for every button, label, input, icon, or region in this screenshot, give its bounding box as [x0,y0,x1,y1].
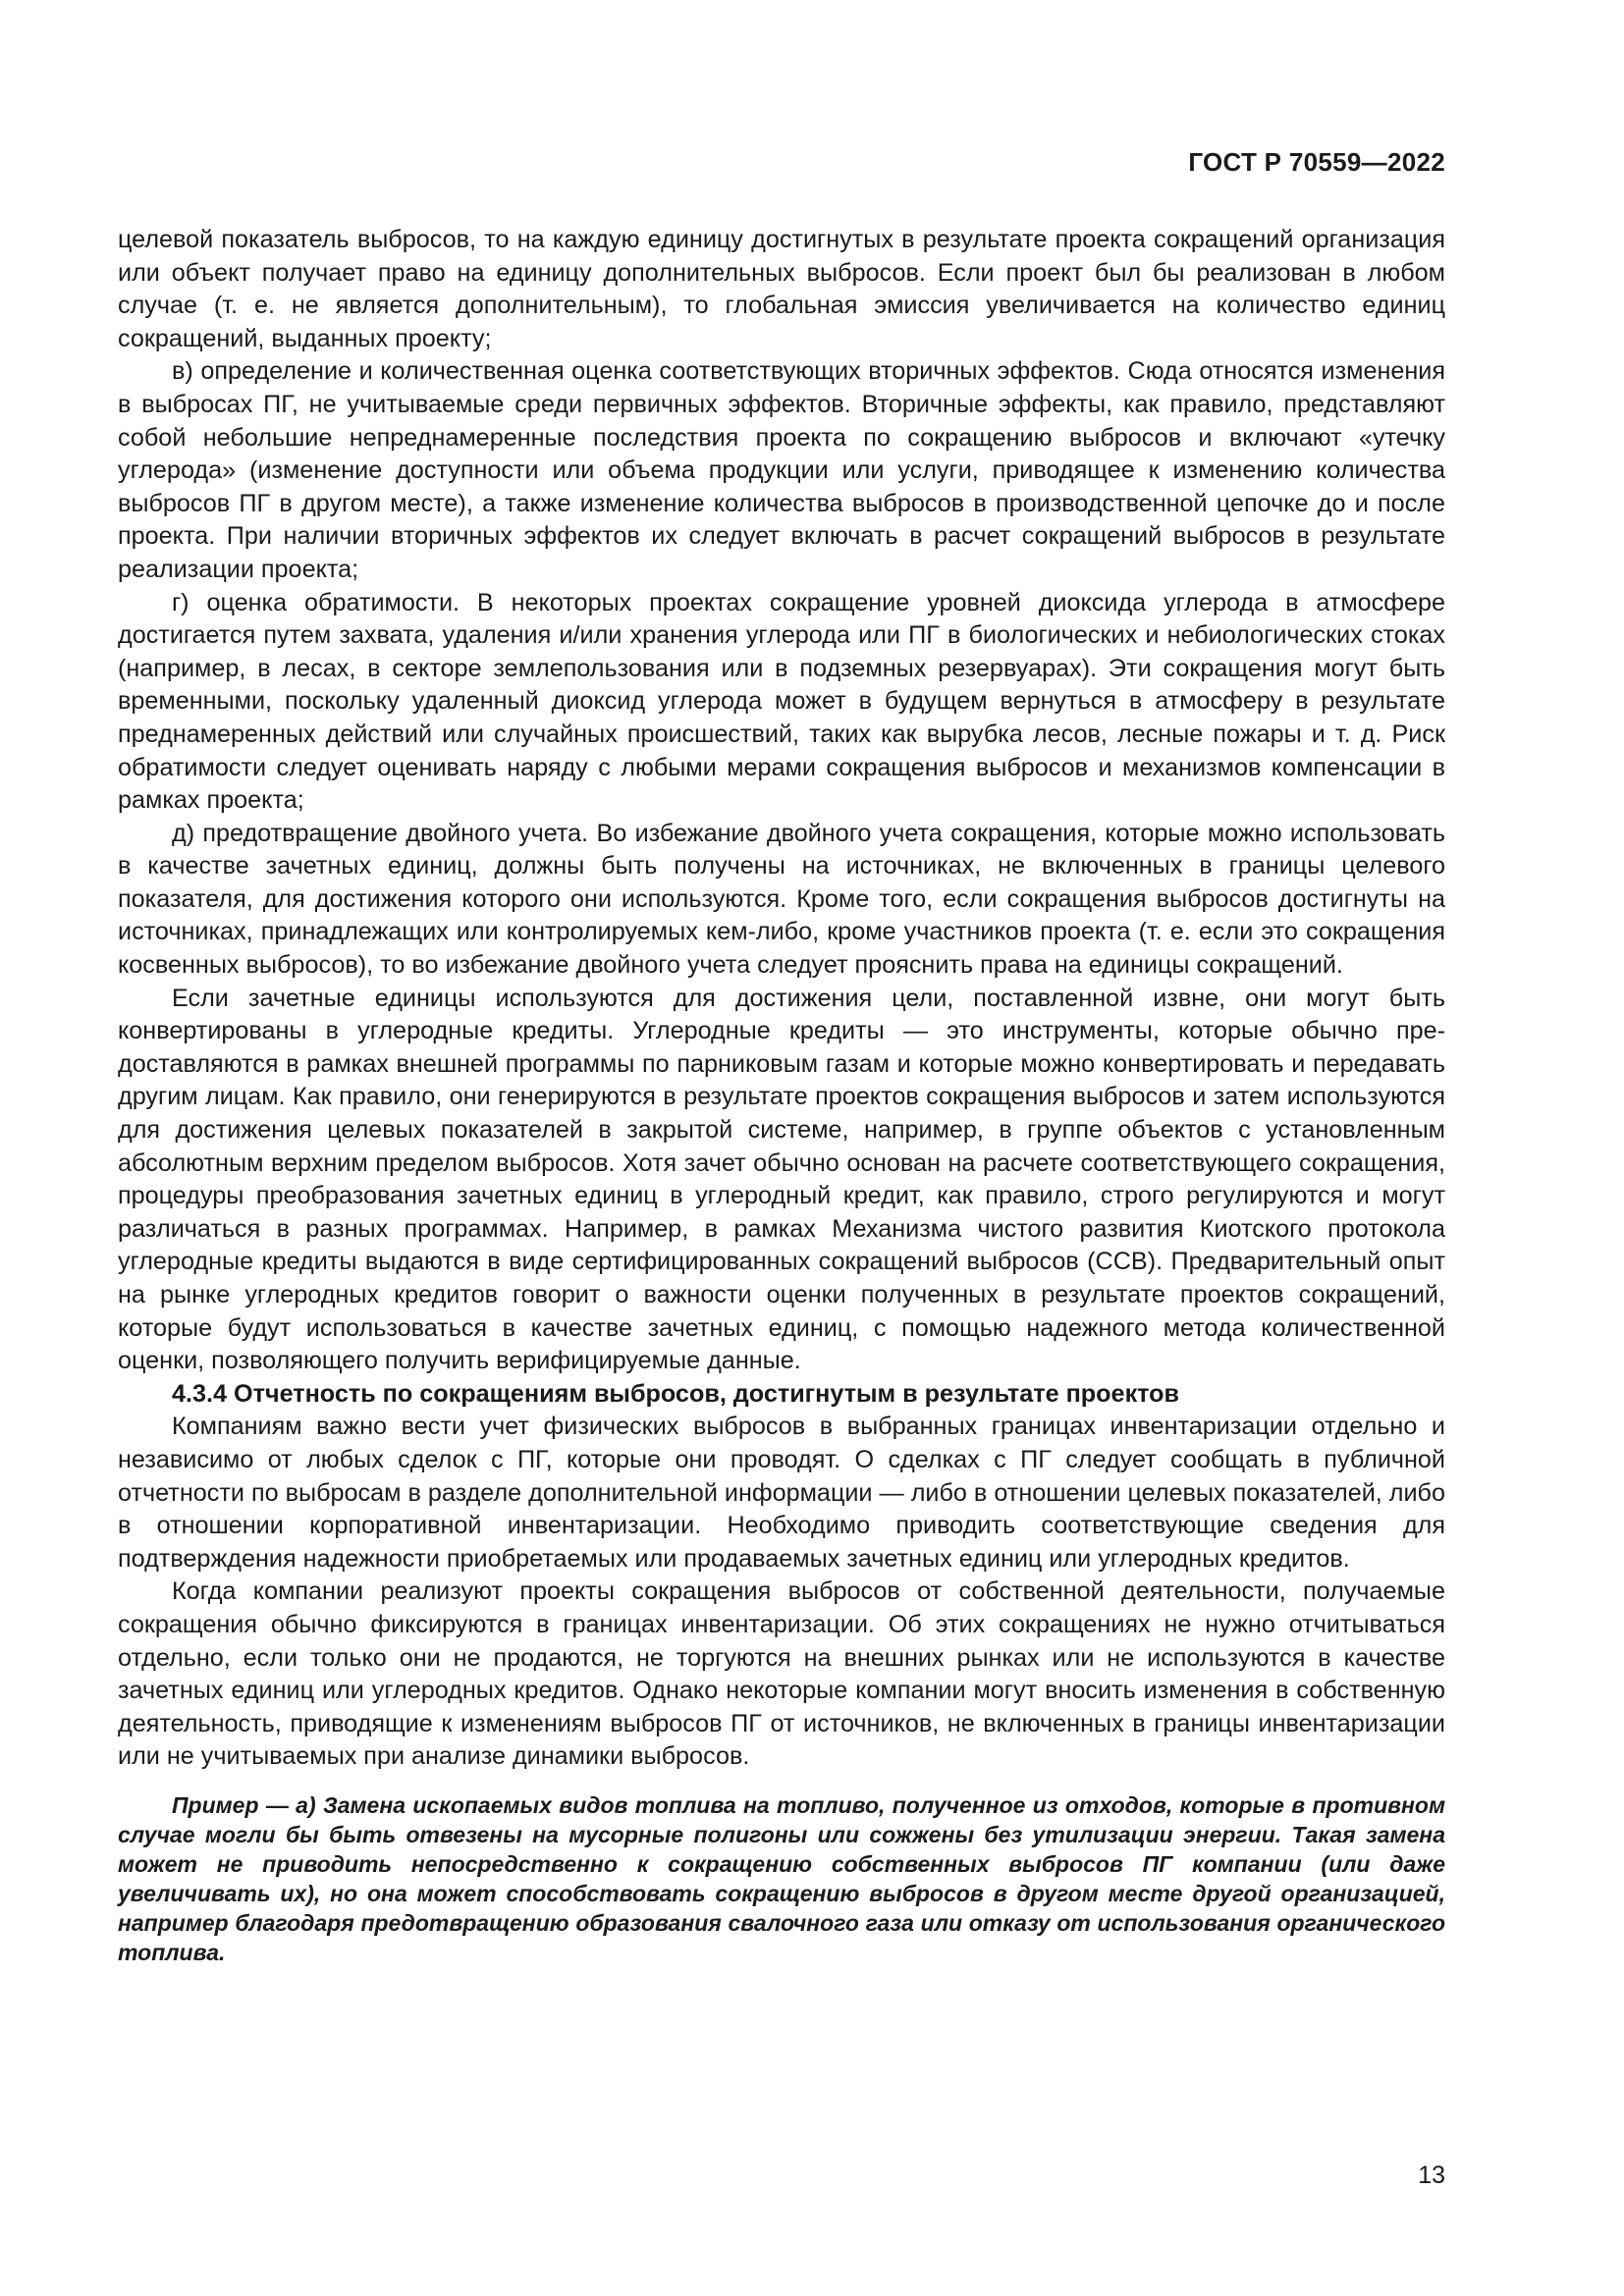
document-body [118,224,1445,1967]
page-number: 13 [1418,2162,1445,2189]
list-item-d: д) предотвращение двойного учета. Во избежание двойного учета сокращения, которые можно использовать в качестве зачетных единиц, должны быть получены на источниках, не включенных в границы целевого показателя, для достижения которого они используются. Кроме того, если сокращения выбросов достигнуты на источниках, принадлежащих или контролируемых кем-либо, кроме участников проекта (т. е. если это сокращения косвенных выбросов), то во избежание двойного учета следует прояснить права на единицы сокращений. [118,819,1445,980]
list-item-g: г) оценка обратимости. В некоторых проектах сокращение уровней диоксида углерода в атмосфере достигается путем захвата, удаления и/или хранения углерода или ПГ в биологических и небиологических стоках (например, в лесах, в секторе землепользования или в подземных резервуарах). Эти сокращения могут быть временными, поскольку удаленный диоксид углерода может в будущем вернуться в атмосферу в результате преднамеренных действий или случайных происшествий, таких как вырубка лесов, лесные пожары и т. д. Риск обратимости следует оценивать наряду с любыми мерами сокращения выбросов и механизмов компенсации в рамках проекта; [118,588,1445,815]
paragraph-reporting: Компаниям важно вести учет физических выбросов в выбранных границах инвентаризации отдельно и независимо от любых сделок с ПГ, которые они проводят. О сделках с ПГ следует сообщать в публичной отчетности по выбросам в разделе дополнительной информации — либо в отношении целевых показателей, либо в отношении корпоративной инвентаризации. Необходимо приводить соответствующие сведения для подтверждения надежности приобретаемых или продаваемых зачетных единиц или углеродных кредитов. [118,1413,1445,1573]
list-item-v: в) определение и количественная оценка соответствующих вторичных эффектов. Сюда относятся изменения в выбросах ПГ, не учитываемые среди первичных эффектов. Вторичные эффекты, как правило, представляют собой небольшие непреднамеренные последствия проекта по сокращению выбросов и включают «утечку углерода» (изменение доступности или объема продукции или услуги, приводящее к изменению количества выбросов ПГ в другом месте), а также изменение количества выбросов в производственной цепочке до и после проекта. При наличии вторичных эффектов их следует включать в расчет сокращений выбросов в результате реализации проекта; [118,357,1445,583]
paragraph-continuation: целевой показатель выбросов, то на каждую единицу достигнутых в результате проекта сокращений организация или объект получает право на единицу дополнительных выбросов. Если проект был бы реализован в любом случае (т. е. не является дополнительным), то глобальная эмиссия увеличивается на количество единиц сокращений, выданных проекту; [118,226,1445,352]
example-note: Пример — а) Замена ископаемых видов топлива на топливо, полученное из отходов, которые в противном случае могли бы быть отвезены на мусорные полигоны или сожжены без утилизации энергии. Такая замена может не приводить непосредственно к сокращению собственных выбросов ПГ компании (или даже увеличивать их), но она может способствовать сокращению выбросов в другом месте другой организацией, например благодаря предотвращению образования свалочного газа или отказу от использования органического топлива. [118,1791,1445,1965]
section-heading: 4.3.4 Отчетность по сокращениям выбросов, достигнутым в результате проектов [172,1379,1180,1408]
paragraph-project-reductions: Когда компании реализуют проекты сокращения выбросов от собственной деятельности, получаемые сокращения обычно фиксируются в границах инвентаризации. Об этих сокращениях не нужно отчитываться отдельно, если только они не продаются, не торгуются на внешних рынках или не используются в качестве зачетных единиц или углеродных кредитов. Однако некоторые компании могут вносить изменения в собственную деятельность, приводящие к изменениям выбросов ПГ от источников, не включенных в границы инвентаризации или не учитываемых при анализе динамики выбросов. [118,1577,1445,1771]
paragraph-carbon-credits: Если зачетные единицы используются для достижения цели, поставленной извне, они могут быть конвертированы в углеродные кредиты. Углеродные кредиты — это инструменты, которые обычно предоставляются в рамках внешней программы по парниковым газам и которые можно конвертировать и передавать другим лицам. Как правило, они генерируются в результате проектов сокращения выбросов и затем используются для достижения целевых показателей в закрытой системе, например, в группе объектов с установленным абсолютным верхним пределом выбросов. Хотя зачет обычно основан на расчете соответствующего сокращения, процедуры преобразования зачетных единиц в углеродный кредит, как правило, строго регулируются и могут различаться в разных программах. Например, в рамках Механизма чистого развития Киотского протокола углеродные кредиты выдаются в виде сертифицированных сокращений выбросов (CCB). Предварительный опыт на рынке углеродных кредитов говорит о важности оценки полученных в результате проектов сокращений, которые будут использоваться в качестве зачетных единиц, с помощью надежного метода количественной оценки, позволяющего получить верифицируемые данные. [118,984,1445,1375]
document-header: ГОСТ Р 70559—2022 [1188,147,1445,177]
